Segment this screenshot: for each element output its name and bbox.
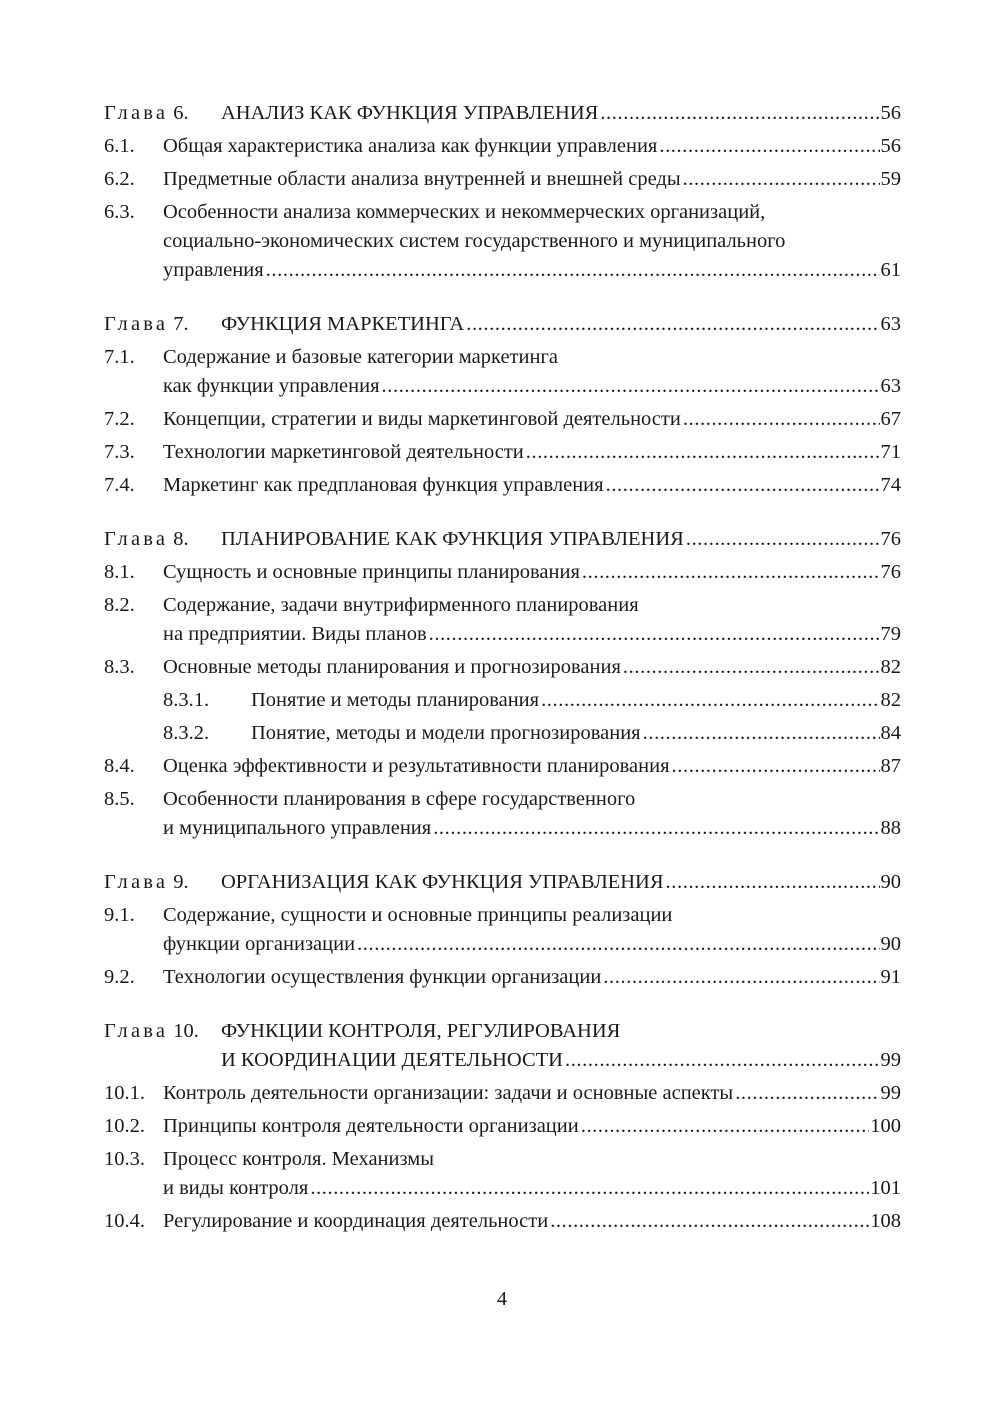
- chapter-number: 6.: [173, 102, 189, 124]
- entry-title: АНАЛИЗ КАК ФУНКЦИЯ УПРАВЛЕНИЯ: [221, 102, 599, 124]
- toc-entry[interactable]: [104, 901, 901, 959]
- section-number: 8.3.: [104, 656, 135, 678]
- entry-text: [163, 1112, 901, 1141]
- entry-text-line: Содержание и базовые категории маркетинга: [163, 346, 558, 368]
- page-ref: 99: [880, 1082, 901, 1104]
- page-ref: 61: [880, 259, 901, 281]
- entry-text: [163, 963, 901, 992]
- chapter-word: Глава: [104, 313, 169, 335]
- page-ref: 88: [880, 817, 901, 839]
- table-of-contents: [104, 99, 901, 1261]
- leader-line: [163, 558, 901, 587]
- entry-title: на предприятии. Виды планов: [163, 623, 427, 645]
- page-ref: 56: [880, 135, 901, 157]
- leader-line: [251, 686, 901, 715]
- leader-line: [163, 1079, 901, 1108]
- entry-text: [163, 1079, 901, 1108]
- section-number: 9.2.: [104, 966, 135, 988]
- entry-title: ОРГАНИЗАЦИЯ КАК ФУНКЦИЯ УПРАВЛЕНИЯ: [221, 871, 664, 893]
- chapter-word: Глава: [104, 528, 169, 550]
- leader-line: [163, 372, 901, 401]
- chapter-block: [104, 310, 901, 500]
- leader-line: [221, 310, 901, 339]
- entry-text: [251, 686, 901, 715]
- entry-title: Контроль деятельности организации: задачи и основные аспекты: [163, 1082, 734, 1104]
- chapter-number: 10.: [173, 1020, 199, 1042]
- leader-line: [163, 653, 901, 682]
- leader-line: [221, 1046, 901, 1075]
- chapter-block: [104, 868, 901, 992]
- chapter-number: 8.: [173, 528, 189, 550]
- page-ref: 74: [880, 474, 901, 496]
- section-number: 6.2.: [104, 168, 135, 190]
- dot-leader: [382, 372, 880, 401]
- page-ref: 67: [880, 408, 901, 430]
- section-number: 10.3.: [104, 1148, 145, 1170]
- dot-leader: [735, 1079, 879, 1108]
- toc-entry[interactable]: [104, 686, 901, 715]
- dot-leader: [526, 438, 880, 467]
- entry-text: [163, 591, 901, 649]
- dot-leader: [310, 1174, 869, 1203]
- toc-entry[interactable]: [104, 653, 901, 682]
- entry-text: [163, 752, 901, 781]
- entry-title: управления: [163, 259, 264, 281]
- entry-text-line: Особенности анализа коммерческих и некоммерческих организаций,: [163, 201, 766, 223]
- section-number: 8.1.: [104, 561, 135, 583]
- leader-line: [163, 1207, 901, 1236]
- indent: [104, 719, 163, 748]
- entry-title: Регулирование и координация деятельности: [163, 1210, 549, 1232]
- page-ref: 101: [870, 1177, 901, 1199]
- dot-leader: [672, 752, 880, 781]
- dot-leader: [357, 930, 879, 959]
- entry-text: [251, 719, 901, 748]
- chapter-heading[interactable]: [104, 99, 901, 128]
- chapter-word: Глава: [104, 871, 169, 893]
- entry-text: [163, 405, 901, 434]
- section-number: 8.4.: [104, 755, 135, 777]
- chapter-heading[interactable]: [104, 868, 901, 897]
- entry-text: [221, 99, 901, 128]
- dot-leader: [429, 620, 880, 649]
- dot-leader: [433, 814, 879, 843]
- page-ref: 59: [880, 168, 901, 190]
- page-ref: 79: [880, 623, 901, 645]
- dot-leader: [683, 165, 880, 194]
- subsection-number: 8.3.1.: [163, 689, 210, 711]
- leader-line: [163, 438, 901, 467]
- entry-title: Концепции, стратегии и виды маркетинговой деятельности: [163, 408, 681, 430]
- entry-text: [221, 1017, 901, 1075]
- chapter-label: [104, 1017, 221, 1075]
- section-number: 7.1.: [104, 346, 135, 368]
- chapter-heading[interactable]: [104, 1017, 901, 1075]
- dot-leader: [606, 471, 880, 500]
- entry-text: [163, 901, 901, 959]
- entry-title: Оценка эффективности и результативности планирования: [163, 755, 670, 777]
- page-ref: 56: [880, 102, 901, 124]
- page-ref: 84: [880, 722, 901, 744]
- entry-title: как функции управления: [163, 375, 380, 397]
- entry-text: [163, 343, 901, 401]
- section-number: 6.1.: [104, 135, 135, 157]
- page-ref: 100: [870, 1115, 901, 1137]
- leader-line: [163, 256, 901, 285]
- toc-entry[interactable]: [104, 558, 901, 587]
- page-ref: 99: [880, 1049, 901, 1071]
- entry-text: [163, 653, 901, 682]
- entry-text: [163, 785, 901, 843]
- page-ref: 87: [880, 755, 901, 777]
- toc-entry[interactable]: [104, 198, 901, 285]
- chapter-number: 7.: [173, 313, 189, 335]
- entry-text: [221, 310, 901, 339]
- entry-text: [163, 198, 901, 285]
- chapter-word: Глава: [104, 102, 169, 124]
- dot-leader: [686, 525, 880, 554]
- chapter-heading[interactable]: [104, 310, 901, 339]
- section-number: 10.1.: [104, 1082, 145, 1104]
- leader-line: [221, 99, 901, 128]
- entry-text-line: Процесс контроля. Механизмы: [163, 1148, 435, 1170]
- section-number: 7.2.: [104, 408, 135, 430]
- page-ref: 82: [880, 689, 901, 711]
- entry-title: И КООРДИНАЦИИ ДЕЯТЕЛЬНОСТИ: [221, 1049, 563, 1071]
- page-ref: 76: [880, 561, 901, 583]
- chapter-block: [104, 99, 901, 285]
- page-ref: 63: [880, 313, 901, 335]
- dot-leader: [550, 1207, 869, 1236]
- toc-entry[interactable]: [104, 1145, 901, 1203]
- dot-leader: [659, 132, 879, 161]
- toc-entry[interactable]: [104, 1079, 901, 1108]
- dot-leader: [683, 405, 880, 434]
- entry-title: Технологии осуществления функции организации: [163, 966, 602, 988]
- toc-entry[interactable]: [104, 785, 901, 843]
- page-ref: 90: [880, 871, 901, 893]
- entry-text: [163, 165, 901, 194]
- leader-line: [221, 525, 901, 554]
- toc-entry[interactable]: [104, 752, 901, 781]
- leader-line: [163, 1174, 901, 1203]
- entry-title: ФУНКЦИЯ МАРКЕТИНГА: [221, 313, 465, 335]
- indent: [104, 686, 163, 715]
- toc-entry[interactable]: [104, 1112, 901, 1141]
- leader-line: [221, 868, 901, 897]
- page-ref: 108: [870, 1210, 901, 1232]
- page-ref: 90: [880, 933, 901, 955]
- entry-text-line: ФУНКЦИИ КОНТРОЛЯ, РЕГУЛИРОВАНИЯ: [221, 1020, 621, 1042]
- entry-title: Понятие, методы и модели прогнозирования: [251, 722, 641, 744]
- dot-leader: [565, 1046, 880, 1075]
- section-number: 10.2.: [104, 1115, 145, 1137]
- chapter-number: 9.: [173, 871, 189, 893]
- page-ref: 82: [880, 656, 901, 678]
- dot-leader: [581, 1112, 870, 1141]
- leader-line: [163, 752, 901, 781]
- page-ref: 71: [880, 441, 901, 463]
- entry-text-line: социально-экономических систем государственного и муниципального: [163, 230, 786, 252]
- entry-text: [163, 438, 901, 467]
- section-number: 6.3.: [104, 201, 135, 223]
- entry-title: Маркетинг как предплановая функция управления: [163, 474, 604, 496]
- dot-leader: [643, 719, 880, 748]
- entry-title: Сущность и основные принципы планирования: [163, 561, 580, 583]
- leader-line: [163, 1112, 901, 1141]
- toc-entry[interactable]: [104, 471, 901, 500]
- page-number: 4: [496, 1288, 508, 1310]
- leader-line: [163, 132, 901, 161]
- page-ref: 76: [880, 528, 901, 550]
- entry-title: Общая характеристика анализа как функции управления: [163, 135, 658, 157]
- dot-leader: [266, 256, 880, 285]
- entry-text-line: Особенности планирования в сфере государственного: [163, 788, 636, 810]
- chapter-label: [104, 525, 221, 554]
- toc-entry[interactable]: [104, 405, 901, 434]
- entry-title: Технологии маркетинговой деятельности: [163, 441, 524, 463]
- entry-title: Предметные области анализа внутренней и внешней среды: [163, 168, 681, 190]
- entry-title: ПЛАНИРОВАНИЕ КАК ФУНКЦИЯ УПРАВЛЕНИЯ: [221, 528, 684, 550]
- entry-title: Понятие и методы планирования: [251, 689, 540, 711]
- chapter-block: [104, 525, 901, 843]
- leader-line: [251, 719, 901, 748]
- dot-leader: [666, 868, 880, 897]
- entry-title: функции организации: [163, 933, 356, 955]
- entry-text: [163, 471, 901, 500]
- entry-text: [163, 558, 901, 587]
- chapter-block: [104, 1017, 901, 1236]
- toc-entry[interactable]: [104, 343, 901, 401]
- dot-leader: [603, 963, 879, 992]
- entry-text: [163, 1207, 901, 1236]
- chapter-heading[interactable]: [104, 525, 901, 554]
- entry-text-line: Содержание, сущности и основные принципы реализации: [163, 904, 673, 926]
- section-number: 8.5.: [104, 788, 135, 810]
- dot-leader: [582, 558, 880, 587]
- entry-text: [163, 132, 901, 161]
- entry-title: Принципы контроля деятельности организации: [163, 1115, 579, 1137]
- toc-entry[interactable]: [104, 165, 901, 194]
- dot-leader: [623, 653, 880, 682]
- chapter-label: [104, 868, 221, 897]
- entry-title: и виды контроля: [163, 1177, 309, 1199]
- toc-entry[interactable]: [104, 719, 901, 748]
- toc-entry[interactable]: [104, 132, 901, 161]
- entry-text: [221, 868, 901, 897]
- entry-title: и муниципального управления: [163, 817, 432, 839]
- subsection-number: 8.3.2.: [163, 722, 210, 744]
- leader-line: [163, 814, 901, 843]
- chapter-label: [104, 310, 221, 339]
- entry-text: [221, 525, 901, 554]
- section-number: 7.4.: [104, 474, 135, 496]
- dot-leader: [541, 686, 879, 715]
- section-number: 9.1.: [104, 904, 135, 926]
- dot-leader: [600, 99, 879, 128]
- chapter-label: [104, 99, 221, 128]
- section-number: 8.2.: [104, 594, 135, 616]
- leader-line: [163, 165, 901, 194]
- entry-title: Основные методы планирования и прогнозирования: [163, 656, 621, 678]
- dot-leader: [466, 310, 879, 339]
- entry-text: [163, 1145, 901, 1203]
- leader-line: [163, 471, 901, 500]
- leader-line: [163, 405, 901, 434]
- page-ref: 63: [880, 375, 901, 397]
- toc-entry[interactable]: [104, 438, 901, 467]
- leader-line: [163, 963, 901, 992]
- leader-line: [163, 930, 901, 959]
- toc-entry[interactable]: [104, 1207, 901, 1236]
- leader-line: [163, 620, 901, 649]
- section-number: 10.4.: [104, 1210, 145, 1232]
- toc-entry[interactable]: [104, 591, 901, 649]
- chapter-word: Глава: [104, 1020, 169, 1042]
- toc-entry[interactable]: [104, 963, 901, 992]
- section-number: 7.3.: [104, 441, 135, 463]
- page-ref: 91: [880, 966, 901, 988]
- entry-text-line: Содержание, задачи внутрифирменного планирования: [163, 594, 639, 616]
